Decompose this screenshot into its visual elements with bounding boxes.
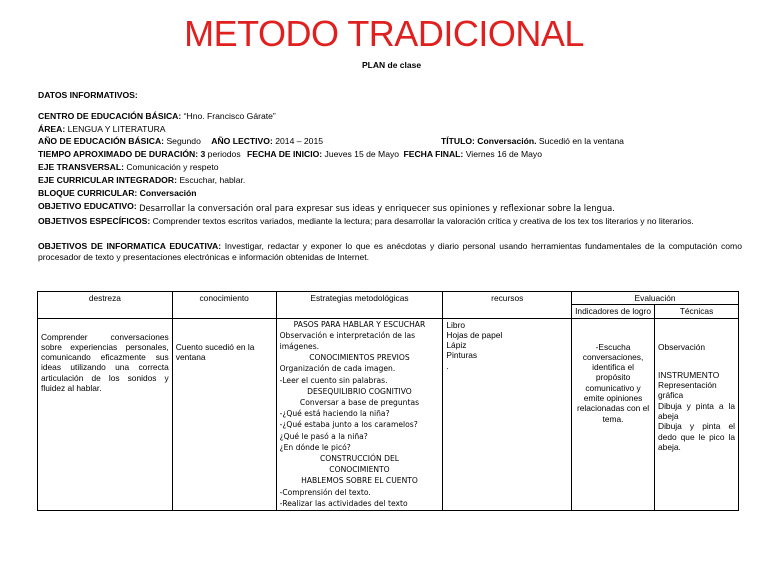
tiempo-label: TIEMPO APROXIMADO DE DURACIÓN: bbox=[38, 149, 199, 159]
table-row bbox=[38, 318, 739, 510]
header-recursos: recursos bbox=[443, 292, 572, 319]
centro-label: CENTRO DE EDUCACIÓN BÁSICA: bbox=[38, 111, 182, 121]
anio-line bbox=[38, 136, 742, 147]
objetivo-educativo-line bbox=[38, 201, 615, 212]
anio-lectivo-value: 2014 – 2015 bbox=[275, 136, 324, 146]
header-indicadores: Indicadores de logro bbox=[572, 305, 655, 318]
header-estrategias: Estrategias metodológicas bbox=[276, 292, 443, 319]
fecha-final-label: FECHA FINAL: bbox=[403, 149, 464, 159]
header-evaluacion: Evaluación bbox=[572, 292, 739, 305]
tiempo-value: periodos bbox=[207, 149, 241, 159]
destreza-cell: Comprender conversaciones sobre experiencias personales, comunicando eficazmente sus ideas utilizando una correcta articulación de los sonidos y fluidez al hablar. bbox=[38, 318, 173, 510]
objetivos-especificos-label: OBJETIVOS ESPECÍFICOS: bbox=[38, 216, 151, 226]
anio-lectivo-label: AÑO LECTIVO: bbox=[211, 136, 273, 146]
centro-line bbox=[38, 111, 276, 122]
tecnica-instrumento: INSTRUMENTO bbox=[658, 369, 720, 380]
estrategia-heading: Conversar a base de preguntas bbox=[299, 398, 420, 408]
tiempo-line bbox=[38, 149, 542, 160]
estrategia-item: ¿En dónde le picó? bbox=[279, 442, 351, 452]
eje-transversal-line bbox=[38, 162, 219, 173]
recurso-item: . bbox=[446, 360, 449, 371]
estrategia-item: -¿Qué estaba junto a los caramelos? bbox=[279, 420, 418, 430]
recurso-item: Pinturas bbox=[446, 350, 478, 361]
estrategias-cell bbox=[276, 318, 443, 510]
area-value: LENGUA Y LITERATURA bbox=[67, 124, 166, 134]
eje-transversal-value: Comunicación y respeto bbox=[126, 162, 219, 172]
eje-integrador-line bbox=[38, 175, 245, 186]
titulo-label: TÍTULO: Conversación. bbox=[441, 136, 537, 146]
lesson-plan-table bbox=[37, 291, 739, 511]
objetivos-especificos bbox=[38, 216, 742, 227]
estrategia-item: -Comprensión del texto. bbox=[279, 487, 371, 497]
objetivos-informatica bbox=[38, 241, 742, 263]
estrategia-heading: CONOCIMIENTOS PREVIOS bbox=[309, 353, 410, 363]
recurso-item: Hojas de papel bbox=[446, 329, 503, 340]
titulo-value: Sucedió en la ventana bbox=[538, 136, 624, 146]
recurso-item: Libro bbox=[446, 319, 466, 330]
estrategia-heading: PASOS PARA HABLAR Y ESCUCHAR bbox=[293, 319, 426, 329]
objetivo-educativo-label: OBJETIVO EDUCATIVO: bbox=[38, 201, 137, 211]
tecnicas-cell bbox=[655, 318, 739, 510]
fecha-inicio-value: Jueves 15 de Mayo bbox=[324, 149, 400, 159]
estrategia-item: -Leer el cuento sin palabras. bbox=[279, 375, 388, 385]
header-tecnicas: Técnicas bbox=[655, 305, 739, 318]
table-header-row bbox=[38, 292, 739, 305]
objetivos-informatica-label: OBJETIVOS DE INFORMATICA EDUCATIVA: bbox=[38, 241, 222, 251]
header-destreza: destreza bbox=[38, 292, 173, 319]
bloque-line: BLOQUE CURRICULAR: Conversación bbox=[38, 188, 197, 198]
estrategia-item: -¿Qué está haciendo la niña? bbox=[279, 409, 390, 419]
area-line bbox=[38, 124, 166, 135]
tecnica-item: Dibuja y pinta el dedo que le pico la abeja. bbox=[658, 421, 735, 452]
objetivos-informatica-value: Investigar, redactar y exponer lo que es anécdotas y diario personal usando herramientas fundamentales de la computación como procesador de texto y presentaciones electrónicas e información obtenidas de Internet. bbox=[38, 241, 742, 262]
objetivos-especificos-value: Comprender textos escritos variados, mediante la lectura; para desarrollar la valoración crítica y creativa de los tex tos literarios y no literarios. bbox=[152, 216, 694, 226]
eje-transversal-label: EJE TRANSVERSAL: bbox=[38, 162, 124, 172]
estrategia-item: ¿Qué le pasó a la niña? bbox=[279, 431, 368, 441]
estrategia-item: -Realizar las actividades del texto bbox=[279, 498, 408, 508]
estrategia-heading: DESEQUILIBRIO COGNITIVO bbox=[307, 386, 412, 396]
recurso-item: Lápiz bbox=[446, 340, 467, 351]
estrategia-heading: CONSTRUCCIÓN DEL CONOCIMIENTO bbox=[319, 454, 399, 475]
estrategia-heading: HABLEMOS SOBRE EL CUENTO bbox=[301, 476, 418, 486]
section-heading: DATOS INFORMATIVOS: bbox=[38, 90, 138, 100]
indicadores-cell: -Escucha conversaciones, identifica el propósito comunicativo y emite opiniones relacionadas con el tema. bbox=[572, 318, 655, 510]
tiempo-num: 3 bbox=[200, 149, 206, 159]
eje-integrador-label: EJE CURRICULAR INTEGRADOR: bbox=[38, 175, 177, 185]
conocimiento-cell: Cuento sucedió en la ventana bbox=[172, 318, 276, 510]
area-label: ÁREA: bbox=[38, 124, 66, 134]
centro-value: “Hno. Francisco Gárate” bbox=[183, 111, 276, 121]
anio-basica-value: Segundo bbox=[166, 136, 201, 146]
tecnica-observacion: Observación bbox=[658, 341, 706, 352]
titulo bbox=[441, 136, 624, 147]
fecha-final-value: Viernes 16 de Mayo bbox=[465, 149, 542, 159]
eje-integrador-value: Escuchar, hablar. bbox=[179, 175, 246, 185]
tecnica-item: Dibuja y pinta a la abeja bbox=[658, 400, 735, 422]
fecha-inicio-label: FECHA DE INICIO: bbox=[247, 149, 323, 159]
tecnica-representacion: Representación gráfica bbox=[658, 380, 717, 401]
header-conocimiento: conocimiento bbox=[172, 292, 276, 319]
recursos-cell bbox=[443, 318, 572, 510]
anio-basica-label: AÑO DE EDUCACIÓN BÁSICA: bbox=[38, 136, 165, 146]
objetivo-educativo-value: Desarrollar la conversación oral para expresar sus ideas y enriquecer sus opiniones y reflexionar sobre la lengua. bbox=[139, 203, 615, 213]
estrategia-item: Observación e interpretación de las imágenes. bbox=[279, 330, 416, 351]
estrategia-item: Organización de cada imagen. bbox=[279, 364, 396, 374]
page-title: METODO TRADICIONAL bbox=[184, 13, 584, 54]
subtitle: PLAN de clase bbox=[362, 60, 422, 70]
